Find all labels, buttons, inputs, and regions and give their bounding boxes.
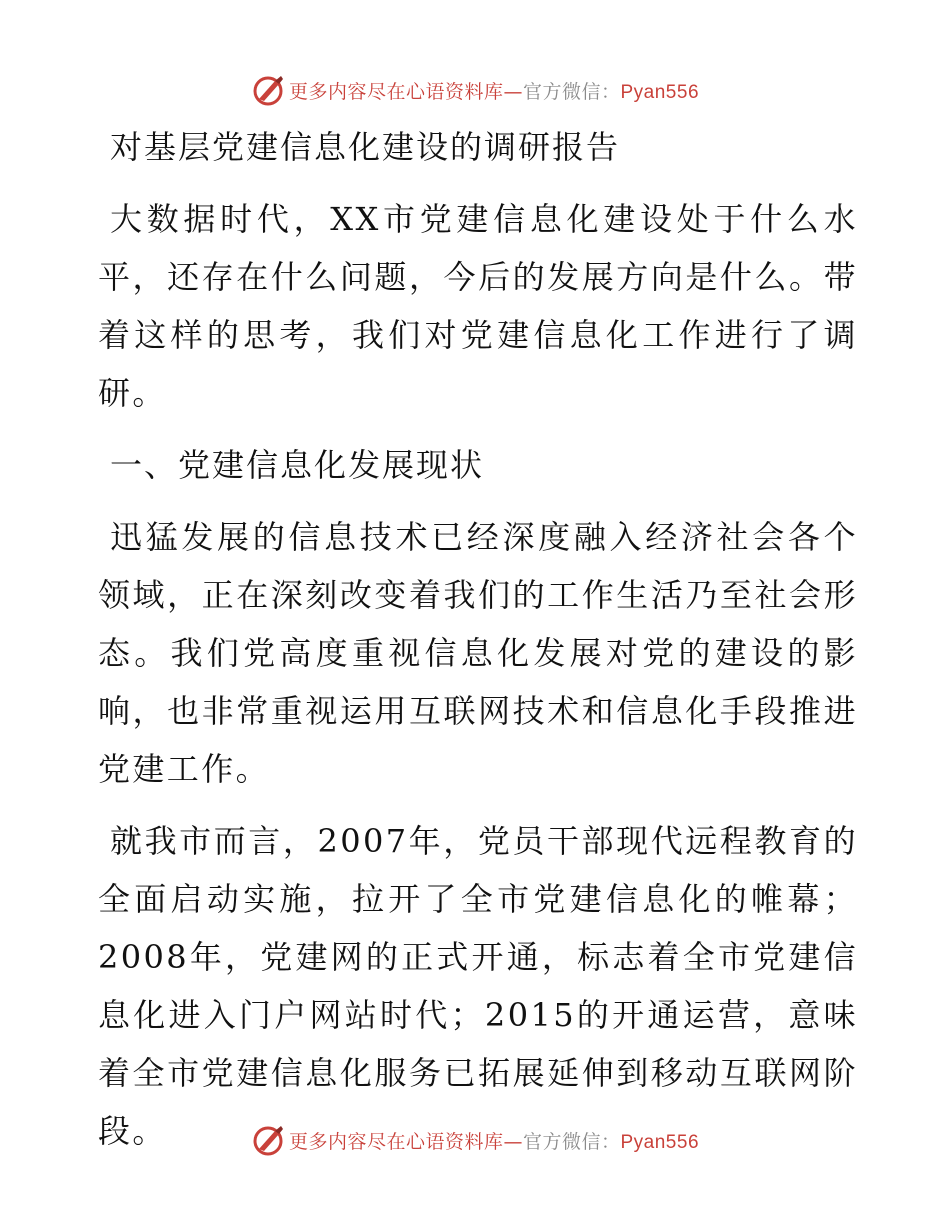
watermark-official: 官方微信： xyxy=(522,1130,621,1153)
watermark-official: 官方微信： xyxy=(522,80,621,103)
body-paragraph-2: 就我市而言，2007年，党员干部现代远程教育的全面启动实施，拉开了全市党建信息化的帷幕；2008年，党建网的正式开通，标志着全市党建信息化进入门户网站时代；2015的开通运营，意味着全市党建信息化服务已拓展延伸到移动互联网阶段。 xyxy=(98,822,858,1150)
watermark-wechat-id: Pyan556 xyxy=(620,81,700,103)
header-watermark xyxy=(0,70,950,110)
watermark-dash: — xyxy=(503,1130,523,1153)
footer-watermark xyxy=(0,1120,950,1160)
document-body xyxy=(98,118,858,1174)
brush-logo-icon xyxy=(251,1123,285,1157)
intro-paragraph: 大数据时代，XX市党建信息化建设处于什么水平，还存在什么问题，今后的发展方向是什么。带着这样的思考，我们对党建信息化工作进行了调研。 xyxy=(98,200,858,412)
document-title: 对基层党建信息化建设的调研报告 xyxy=(110,128,621,166)
watermark-dash: — xyxy=(503,80,523,103)
watermark-wechat-id: Pyan556 xyxy=(620,1131,700,1153)
brush-logo-icon xyxy=(251,73,285,107)
watermark-site: 更多内容尽在心语资料库 xyxy=(288,1130,504,1153)
watermark-site: 更多内容尽在心语资料库 xyxy=(288,80,504,103)
section-heading: 一、党建信息化发展现状 xyxy=(110,446,485,484)
body-paragraph-1: 迅猛发展的信息技术已经深度融入经济社会各个领域，正在深刻改变着我们的工作生活乃至社会形态。我们党高度重视信息化发展对党的建设的影响，也非常重视运用互联网技术和信息化手段推进党建工作。 xyxy=(98,518,858,788)
watermark-text xyxy=(289,77,699,104)
watermark-text xyxy=(289,1127,699,1154)
